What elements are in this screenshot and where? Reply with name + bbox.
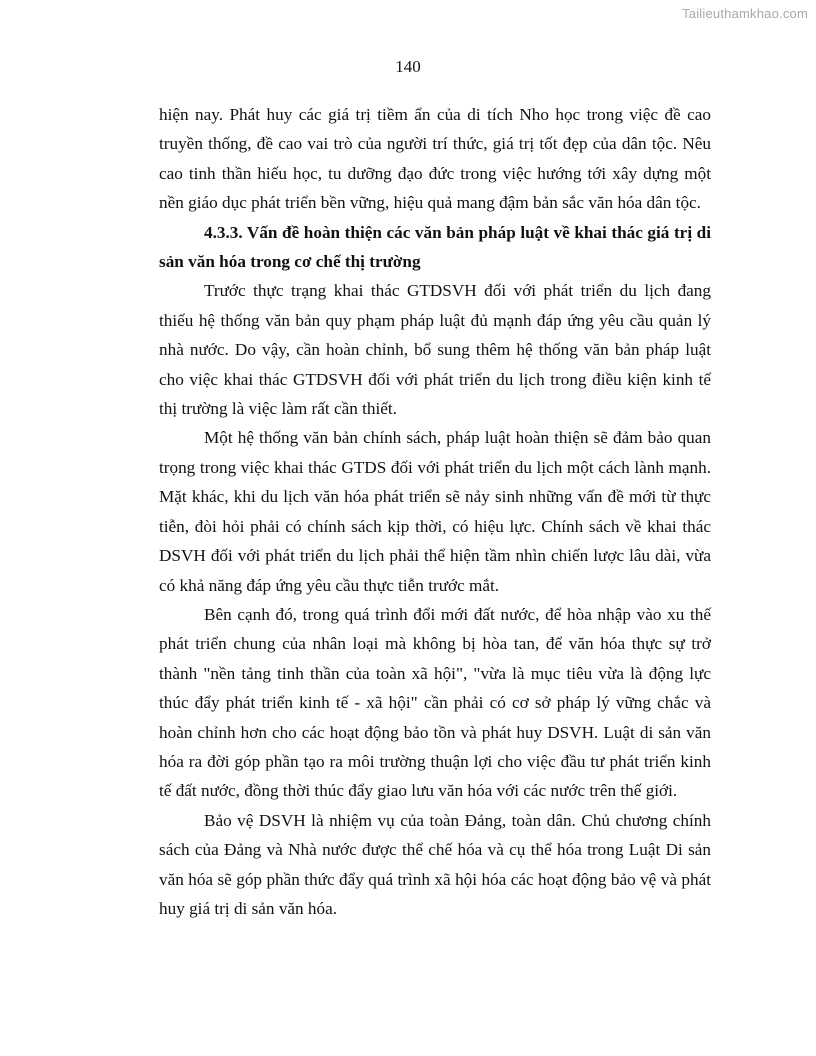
paragraph: Trước thực trạng khai thác GTDSVH đối với phát triển du lịch đang thiếu hệ thống văn bản quy phạm pháp luật đủ mạnh đáp ứng yêu cầu quản lý nhà nước. Do vậy, cần hoàn chỉnh, bổ sung thêm hệ thống văn bản pháp luật cho việc khai thác GTDSVH đối với phát triển du lịch trong điều kiện kinh tế thị trường là việc làm rất cần thiết. xyxy=(159,281,711,419)
document-body xyxy=(159,100,711,923)
page-number: 140 xyxy=(395,57,421,76)
watermark-text: Tailieuthamkhao.com xyxy=(682,6,808,21)
section-heading: 4.3.3. Vấn đề hoàn thiện các văn bản pháp luật về khai thác giá trị di sản văn hóa trong cơ chế thị trường xyxy=(159,222,711,272)
paragraph: Một hệ thống văn bản chính sách, pháp luật hoàn thiện sẽ đảm bảo quan trọng trong việc khai thác GTDS đối với phát triển du lịch một cách lành mạnh. Mặt khác, khi du lịch văn hóa phát triển sẽ nảy sinh những vấn đề mới từ thực tiễn, đòi hỏi phải có chính sách kịp thời, có hiệu lực. Chính sách về khai thác DSVH đối với phát triển du lịch phải thể hiện tầm nhìn chiến lược lâu dài, vừa có khả năng đáp ứng yêu cầu thực tiễn trước mắt. xyxy=(159,428,711,595)
paragraph: Bên cạnh đó, trong quá trình đổi mới đất nước, để hòa nhập vào xu thế phát triển chung của nhân loại mà không bị hòa tan, để văn hóa thực sự trở thành "nền tảng tinh thần của toàn xã hội", "vừa là mục tiêu vừa là động lực thúc đẩy phát triển kinh tế - xã hội" cần phải có cơ sở pháp lý vững chắc và hoàn chỉnh hơn cho các hoạt động bảo tồn và phát huy DSVH. Luật di sản văn hóa ra đời góp phần tạo ra môi trường thuận lợi cho việc đầu tư phát triển kinh tế đất nước, đồng thời thúc đẩy giao lưu văn hóa với các nước trên thế giới. xyxy=(159,604,711,801)
paragraph-continuation: hiện nay. Phát huy các giá trị tiềm ẩn của di tích Nho học trong việc đề cao truyền thống, đề cao vai trò của người trí thức, giá trị tốt đẹp của dân tộc. Nêu cao tinh thần hiếu học, tu dưỡng đạo đức trong việc hướng tới xây dựng một nền giáo dục phát triển bền vững, hiệu quả mang đậm bản sắc văn hóa dân tộc. xyxy=(159,105,711,213)
paragraph: Bảo vệ DSVH là nhiệm vụ của toàn Đảng, toàn dân. Chủ chương chính sách của Đảng và Nhà nước được thể chế hóa và cụ thể hóa trong Luật Di sản văn hóa sẽ góp phần thức đẩy quá trình xã hội hóa các hoạt động bảo vệ và phát huy giá trị di sản văn hóa. xyxy=(159,810,711,918)
